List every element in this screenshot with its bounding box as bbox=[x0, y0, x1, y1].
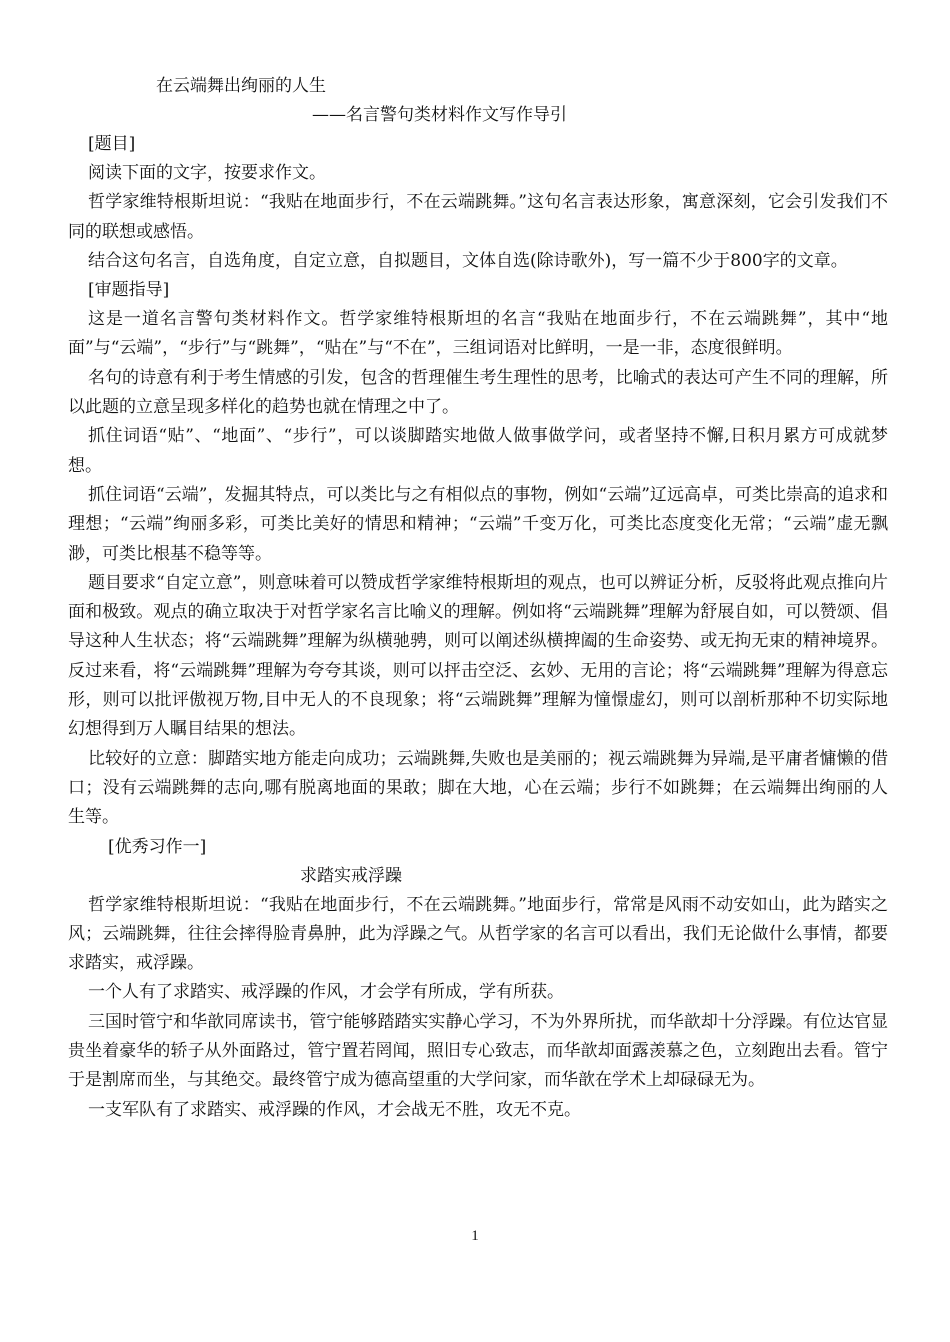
document-body bbox=[68, 72, 888, 1125]
topic-paragraph: 哲学家维特根斯坦说：“我贴在地面步行，不在云端跳舞。”这句名言表达形象，寓意深刻，它会引发我们不同的联想或感悟。 bbox=[68, 192, 888, 242]
document-subtitle: ——名言警句类材料作文写作导引 bbox=[312, 105, 567, 125]
essay-paragraph: 一支军队有了求踏实、戒浮躁的作风，才会战无不胜，攻无不克。 bbox=[88, 1099, 581, 1120]
guide-paragraph: 比较好的立意：脚踏实地方能走向成功；云端跳舞,失败也是美丽的；视云端跳舞为异端,是平庸者慵懒的借口；没有云端跳舞的志向,哪有脱离地面的果敢；脚在大地，心在云端；步行不如跳舞；在云端舞出绚丽的人生等。 bbox=[68, 748, 888, 828]
essay-paragraph: 一个人有了求踏实、戒浮躁的作风，才会学有所成，学有所获。 bbox=[88, 982, 564, 1003]
guide-paragraph: 题目要求“自定立意”，则意味着可以赞成哲学家维特根斯坦的观点，也可以辨证分析，反驳将此观点推向片面和极致。观点的确立取决于对哲学家名言比喻义的理解。例如将“云端跳舞”理解为舒展自如，可以赞颂、倡导这种人生状态；将“云端跳舞”理解为纵横驰骋，则可以阐述纵横捭阖的生命姿势、或无拘无束的精神境界。反过来看，将“云端跳舞”理解为夸夸其谈，则可以抨击空泛、玄妙、无用的言论；将“云端跳舞”理解为得意忘形，则可以批评傲视万物,目中无人的不良现象；将“云端跳舞”理解为憧憬虚幻，则可以剖析那种不切实际地幻想得到万人瞩目结果的想法。 bbox=[68, 572, 888, 740]
guide-paragraph: 抓住词语“云端”，发掘其特点，可以类比与之有相似点的事物，例如“云端”辽远高卓，可类比崇高的追求和理想；“云端”绚丽多彩，可类比美好的情思和精神；“云端”千变万化，可类比态度变化无常；“云端”虚无飘渺，可类比根基不稳等等。 bbox=[68, 484, 888, 564]
section-label-guide: [审题指导] bbox=[88, 280, 170, 301]
topic-paragraph: 结合这句名言，自选角度，自定立意，自拟题目，文体自选(除诗歌外)，写一篇不少于800字的文章。 bbox=[88, 250, 848, 271]
essay-paragraph: 哲学家维特根斯坦说：“我贴在地面步行，不在云端跳舞。”地面步行，常常是风雨不动安如山，此为踏实之风；云端跳舞，往往会摔得脸青鼻肿，此为浮躁之气。从哲学家的名言可以看出，我们无论做什么事情，都要求踏实，戒浮躁。 bbox=[68, 894, 888, 974]
section-label-topic: [题目] bbox=[88, 134, 136, 154]
essay-title: 求踏实戒浮躁 bbox=[300, 865, 402, 886]
topic-paragraph: 阅读下面的文字，按要求作文。 bbox=[88, 163, 326, 183]
page-number: 1 bbox=[471, 1228, 479, 1244]
guide-paragraph: 抓住词语“贴”、“地面”、“步行”，可以谈脚踏实地做人做事做学问，或者坚持不懈,日积月累方可成就梦想。 bbox=[68, 426, 888, 476]
guide-paragraph: 这是一道名言警句类材料作文。哲学家维特根斯坦的名言“我贴在地面步行，不在云端跳舞”，其中“地面”与“云端”，“步行”与“跳舞”，“贴在”与“不在”，三组词语对比鲜明，一是一非，态度很鲜明。 bbox=[68, 309, 888, 359]
section-label-essay: [优秀习作一] bbox=[108, 836, 207, 857]
guide-paragraph: 名句的诗意有利于考生情感的引发，包含的哲理催生考生理性的思考，比喻式的表达可产生不同的理解，所以此题的立意呈现多样化的趋势也就在情理之中了。 bbox=[68, 367, 888, 418]
document-title: 在云端舞出绚丽的人生 bbox=[156, 76, 326, 96]
essay-paragraph: 三国时管宁和华歆同席读书，管宁能够踏踏实实静心学习，不为外界所扰，而华歆却十分浮躁。有位达官显贵坐着豪华的轿子从外面路过，管宁置若罔闻，照旧专心致志，而华歆却面露羡慕之色，立刻跑出去看。管宁于是割席而坐，与其绝交。最终管宁成为德高望重的大学问家，而华歆在学术上却碌碌无为。 bbox=[68, 1011, 888, 1091]
